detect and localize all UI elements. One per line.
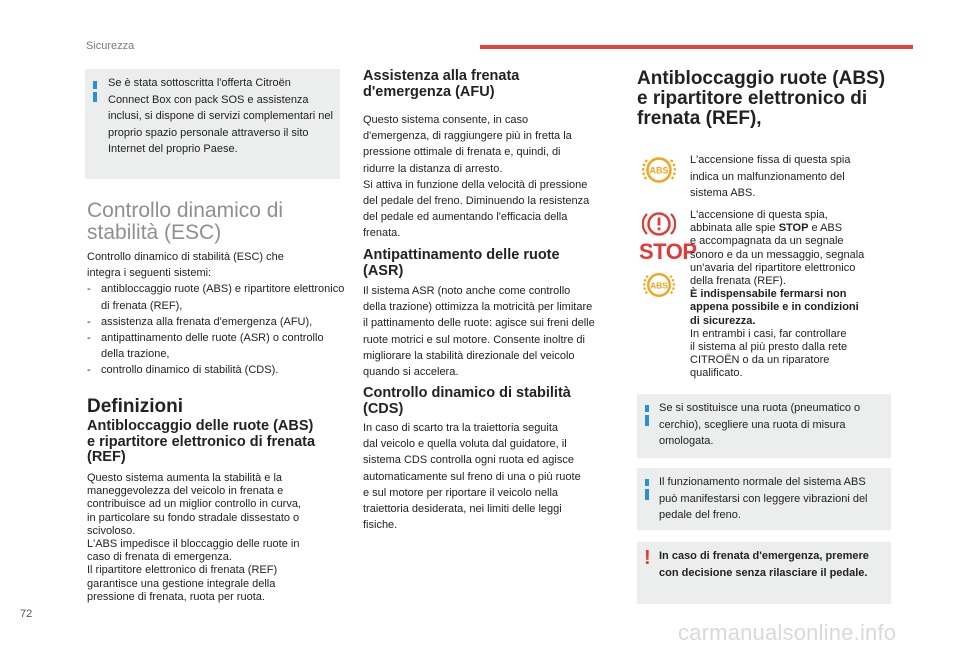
abs-warning-text: [690, 152, 850, 202]
list-item: - assistenza alla frenata d'emergenza (AFU),: [87, 314, 347, 330]
esc-title-line2: stabilità (ESC): [87, 221, 222, 244]
info-icon-dot: [645, 489, 649, 500]
text-line: sonoro e da un messaggio, segnala: [690, 248, 865, 261]
abs-ref-main-heading: [637, 69, 885, 129]
cds-title-line2: (CDS): [363, 400, 404, 417]
list-item: - controllo dinamico di stabilità (CDS).: [87, 362, 347, 378]
text-line: un'avaria del ripartitore elettronico: [690, 261, 856, 274]
text-line: In caso di scarto tra la traiettoria seguita: [363, 422, 559, 434]
header-accent-bar: [480, 45, 913, 49]
title-line3: frenata (REF),: [637, 108, 762, 129]
text-line: il pattinamento delle ruote: agisce sui freni delle: [363, 317, 595, 330]
text-line: ridurre la distanza di arresto.: [363, 162, 503, 175]
abs-icon-small: [643, 270, 675, 300]
abs-icon-label: ABS: [649, 165, 669, 176]
afu-body: [363, 112, 628, 242]
text-line: In entrambi i casi, far controllare: [690, 327, 847, 340]
afu-title-line1: Assistenza alla frenata: [363, 68, 520, 84]
list-item-text: antipattinamento delle ruote (ASR) o controllo della trazione,: [101, 332, 324, 361]
info-note-wheel: [637, 394, 891, 458]
text-line: il sistema al più presto dalla rete: [690, 341, 848, 354]
text-span: abbinata alle spie: [690, 222, 779, 235]
note-text: Se è stata sottoscritta l'offerta Citroën Connect Box con pack SOS e assistenza inclusi, si dispone di servizi complementari nel proprio spazio personale attraverso il sito Internet del proprio Paese.: [108, 77, 333, 155]
stop-word: STOP: [778, 222, 809, 235]
watermark: carmanualsonline.info: [678, 620, 897, 645]
text-line: L'accensione di questa spia,: [690, 209, 828, 221]
afu-title-line2: d'emergenza (AFU): [363, 83, 495, 100]
cds-title-line1: Controllo dinamico di stabilità: [363, 385, 571, 401]
text-line: d'emergenza, di raggiungere più in fretta la: [363, 130, 572, 143]
text-line: Questo sistema consente, in caso: [363, 114, 529, 126]
list-item-text: antibloccaggio ruote (ABS) e ripartitore elettronico di frenata (REF),: [101, 283, 345, 312]
esc-heading: [87, 200, 283, 244]
text-line: fisiche.: [363, 519, 398, 532]
section-label: Sicurezza: [86, 40, 135, 52]
note-text: Il funzionamento normale del sistema ABS può manifestarsi con leggere vibrazioni del pedale del freno.: [659, 476, 868, 521]
asr-title-line1: Antipattinamento delle ruote: [363, 247, 560, 263]
text-line: garantisce una gestione integrale della: [87, 577, 276, 590]
text-line: del pedale ed aumentando l'efficacia della: [363, 211, 568, 224]
text-line: Questo sistema aumenta la stabilità e la: [87, 472, 283, 484]
list-item-text: controllo dinamico di stabilità (CDS).: [101, 364, 279, 377]
text-line: sistema CDS controlla ogni ruota ed agisce: [363, 454, 574, 467]
text-line: Il sistema ASR (noto anche come controllo: [363, 285, 571, 297]
list-item: - antibloccaggio ruote (ABS) e ripartitore elettronico di frenata (REF),: [87, 281, 347, 313]
text-line: Si attiva in funzione della velocità di pressione: [363, 178, 588, 191]
list-item: - antipattinamento delle ruote (ASR) o controllo della trazione,: [87, 330, 347, 362]
esc-intro-line2: integra i seguenti sistemi:: [87, 267, 212, 280]
esc-body: [87, 249, 347, 379]
abs-icon-label: ABS: [650, 280, 668, 291]
note-text: Se si sostituisce una ruota (pneumatico o cerchio), scegliere una ruota di misura omologata.: [659, 402, 861, 447]
text-line: pressione ottimale di frenata e, quindi, di: [363, 146, 561, 159]
text-line: e sul motore per riportare il veicolo nella: [363, 486, 559, 499]
info-note-citroen-connect: [85, 69, 340, 179]
text-line: L'accensione fissa di questa spia: [690, 154, 851, 166]
text-line: migliorare la stabilità direzionale del veicolo: [363, 349, 575, 362]
title-line2: e ripartitore elettronico di: [637, 88, 868, 109]
text-line: L'ABS impedisce il bloccaggio delle ruote in: [87, 538, 300, 551]
definizioni-heading: Definizioni: [87, 396, 184, 417]
text-line: Il ripartitore elettronico di frenata (REF): [87, 564, 278, 577]
text-line: sistema ABS.: [690, 187, 756, 199]
abs-warning-icon: [642, 154, 676, 186]
text-span: e ABS: [808, 222, 843, 235]
text-line: automaticamente sul freno di una o più ruote: [363, 470, 581, 483]
abs-title-line1: Antibloccaggio delle ruote (ABS): [87, 418, 314, 434]
info-icon: [645, 479, 649, 486]
text-line: e accompagnata da un segnale: [690, 235, 844, 248]
text-line: traiettoria desiderata, nei limiti delle leggi: [363, 503, 562, 516]
text-line: dal veicolo e quella voluta dal guidatore, il: [363, 438, 567, 451]
abs-title-line3: (REF): [87, 449, 126, 465]
stop-icon: STOP: [639, 239, 697, 264]
abs-ref-body: [87, 472, 347, 604]
asr-heading: [363, 248, 560, 279]
info-icon: [93, 81, 97, 89]
info-icon-dot: [93, 92, 97, 102]
info-icon: [645, 405, 649, 412]
brake-warning-icon: [642, 209, 676, 239]
text-line: contribuisce ad un miglior controllo in curva,: [87, 498, 301, 511]
cds-body: [363, 420, 628, 533]
text-line: caso di frenata di emergenza.: [87, 551, 232, 564]
text-line: pressione di frenata, ruota per ruota.: [87, 590, 265, 603]
text-line: frenata.: [363, 227, 401, 240]
cds-heading: [363, 386, 571, 417]
text-line: ruote motrici e sul motore. Consente inoltre di: [363, 333, 585, 346]
info-note-vibration: [637, 468, 891, 530]
text-line: del pedale del freno. Diminuendo la resistenza: [363, 195, 590, 208]
note-text: In caso di frenata d'emergenza, premere con decisione senza rilasciare il pedale.: [659, 550, 869, 579]
warning-note-emergency: [637, 542, 891, 604]
esc-intro-line1: Controllo dinamico di stabilità (ESC) che: [87, 251, 284, 263]
text-line: CITROËN o da un riparatore: [690, 354, 830, 367]
text-line: quando si accelera.: [363, 366, 459, 379]
afu-heading: [363, 69, 519, 100]
abs-ref-heading: [87, 419, 315, 466]
info-icon-dot: [645, 415, 649, 426]
asr-body: [363, 283, 633, 380]
text-line: [690, 222, 890, 235]
list-item-text: assistenza alla frenata d'emergenza (AFU),: [101, 315, 313, 328]
ref-warning-text: [690, 209, 890, 381]
bold-line: appena possibile e in condizioni: [690, 301, 859, 314]
text-line: qualificato.: [690, 367, 743, 380]
page-number: 72: [20, 608, 33, 620]
text-line: scivoloso.: [87, 524, 136, 537]
exclamation-icon: !: [644, 547, 651, 569]
asr-title-line2: (ASR): [363, 262, 404, 279]
abs-title-line2: e ripartitore elettronico di frenata: [87, 433, 316, 450]
bold-line: di sicurezza.: [690, 314, 756, 327]
title-line1: Antibloccaggio ruote (ABS): [637, 68, 886, 89]
text-line: della trazione) ottimizza la motricità per limitare: [363, 301, 593, 314]
text-line: indica un malfunzionamento del: [690, 170, 845, 183]
esc-title-line1: Controllo dinamico di: [87, 199, 284, 222]
text-line: in particolare su fondo stradale dissestato o: [87, 511, 300, 524]
text-line: della frenata (REF).: [690, 275, 786, 288]
text-line: maneggevolezza del veicolo in frenata e: [87, 485, 284, 498]
bold-line: È indispensabile fermarsi non: [690, 288, 847, 301]
